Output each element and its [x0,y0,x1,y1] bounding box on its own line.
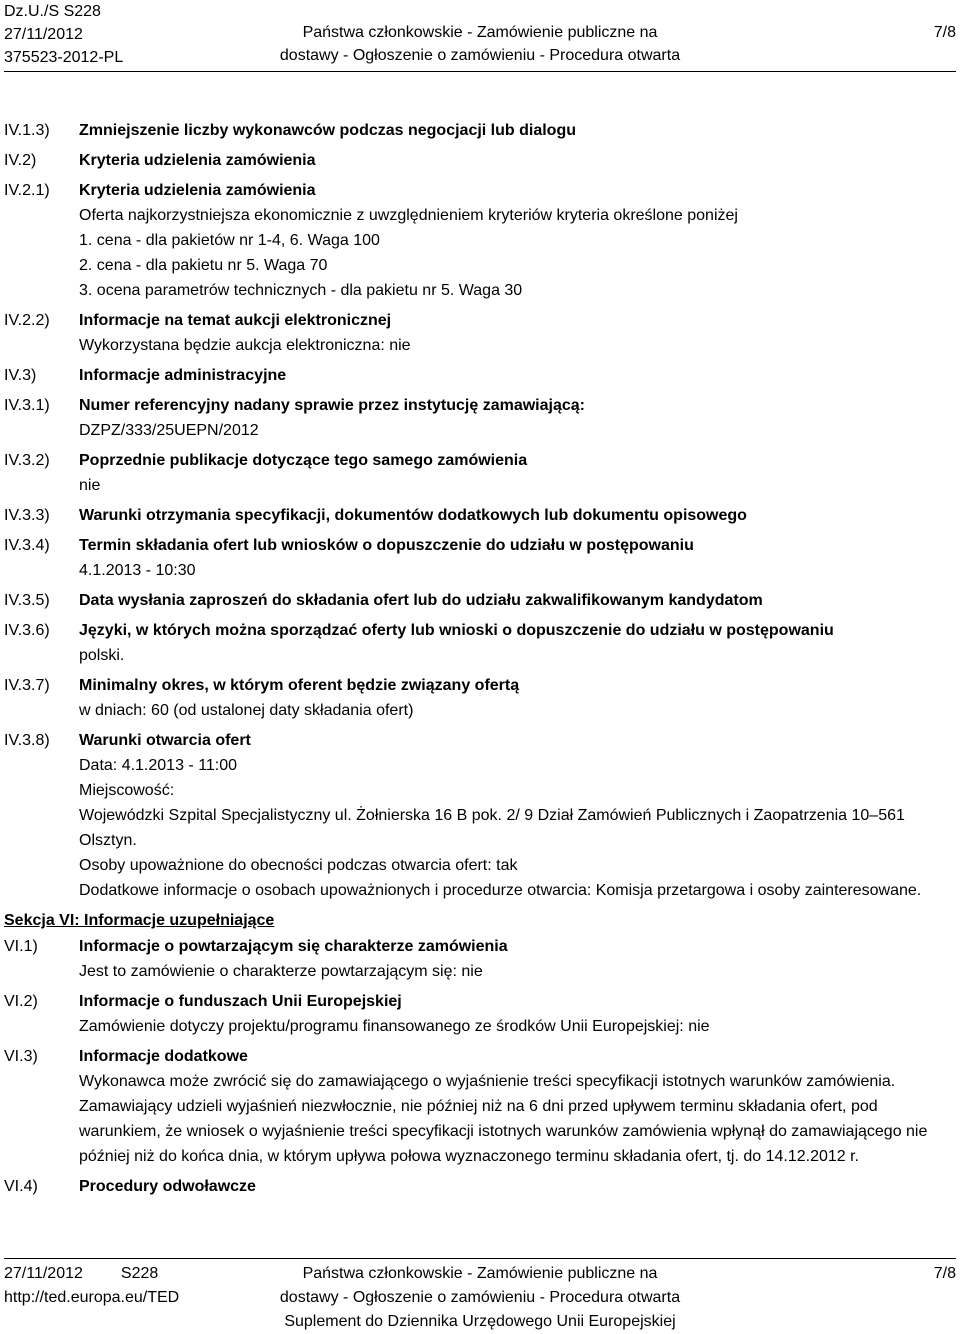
item-body [79,148,956,173]
footer-center [4,1262,956,1334]
section-4-items [4,118,956,903]
item-body [79,393,956,443]
footer-page-number: 7/8 [933,1265,956,1282]
item-body [79,989,956,1039]
header-center [4,21,956,67]
item-text: 4.1.2013 - 10:30 [79,562,196,579]
item-body [79,934,956,984]
item-body [79,728,956,903]
item-title: Kryteria udzielenia zamówienia [79,152,316,169]
header-title-line1: Państwa członkowskie - Zamówienie publiczne na [302,24,658,41]
item-title: Informacje dodatkowe [79,1048,248,1065]
item-number: IV.3.4) [4,537,50,554]
item-number: VI.3) [4,1048,38,1065]
item-text: nie [79,477,101,494]
item-title: Minimalny okres, w którym oferent będzie związany ofertą [79,677,520,694]
item-title: Zmniejszenie liczby wykonawców podczas negocjacji lub dialogu [79,122,576,139]
item-text: 3. ocena parametrów technicznych - dla pakietu nr 5. Waga 30 [79,282,523,299]
item-text: Jest to zamówienie o charakterze powtarzającym się: nie [79,963,483,980]
item-body [79,308,956,358]
item-body [79,533,956,583]
item-title: Termin składania ofert lub wniosków o dopuszczenie do udziału w postępowaniu [79,537,694,554]
page-header [4,0,956,70]
item-number: IV.3.7) [4,677,50,694]
header-journal: Dz.U./S S228 [4,3,101,20]
item-text: DZPZ/333/25UEPN/2012 [79,422,259,439]
item-text: Wykorzystana będzie aukcja elektroniczna: nie [79,337,411,354]
item-number: IV.3.5) [4,592,50,609]
item-title: Informacje na temat aukcji elektronicznej [79,312,392,329]
item-number: IV.2.2) [4,312,50,329]
item-number: IV.3.6) [4,622,50,639]
section-item [4,448,956,498]
item-title: Języki, w których można sporządzać oferty lub wnioski o dopuszczenie do udziału w postępowaniu [79,622,834,639]
item-text: Oferta najkorzystniejsza ekonomicznie z uwzględnieniem kryteriów kryteria określone poniżej [79,207,738,224]
item-number: VI.1) [4,938,38,955]
item-text: Wojewódzki Szpital Specjalistyczny ul. Żołnierska 16 B pok. 2/ 9 Dział Zamówień Publicznych i Zaopatrzenia 10–561 Olsztyn. [79,807,905,849]
item-number: IV.3.8) [4,732,50,749]
item-body [79,588,956,613]
document-body [4,118,956,1204]
section-item [4,1044,956,1169]
footer-date: 27/11/2012 [4,1265,83,1282]
header-page-number: 7/8 [933,24,956,41]
item-text: w dniach: 60 (od ustalonej daty składania ofert) [79,702,414,719]
section-item [4,989,956,1039]
footer-title-line1: Państwa członkowskie - Zamówienie publiczne na [302,1265,658,1282]
item-title: Kryteria udzielenia zamówienia [79,182,316,199]
item-number: VI.2) [4,993,38,1010]
section-item [4,308,956,358]
section-item [4,728,956,903]
header-title-line2: dostawy - Ogłoszenie o zamówieniu - Procedura otwarta [279,47,681,64]
section-6-heading: Sekcja VI: Informacje uzupełniające [4,912,275,929]
item-title: Informacje administracyjne [79,367,287,384]
item-text: 2. cena - dla pakietu nr 5. Waga 70 [79,257,328,274]
item-body [79,673,956,723]
header-date: 27/11/2012 [4,26,83,43]
item-text: Dodatkowe informacje o osobach upoważnionych i procedurze otwarcia: Komisja przetargowa i osoby zainteresowane. [79,882,922,899]
item-body [79,178,956,303]
item-title: Data wysłania zaproszeń do składania ofert lub do udziału zakwalifikowanym kandydatom [79,592,763,609]
item-number: IV.3) [4,367,37,384]
section-6-items [4,934,956,1199]
section-item [4,533,956,583]
footer-rule [4,1258,956,1259]
item-body [79,503,956,528]
item-number: IV.3.2) [4,452,50,469]
section-item [4,118,956,143]
item-title: Numer referencyjny nadany sprawie przez instytucję zamawiającą: [79,397,585,414]
section-item [4,588,956,613]
item-number: IV.2.1) [4,182,50,199]
item-text: Osoby upoważnione do obecności podczas otwarcia ofert: tak [79,857,518,874]
item-number: IV.3.1) [4,397,50,414]
section-item [4,148,956,173]
item-title: Warunki otwarcia ofert [79,732,251,749]
item-number: IV.3.3) [4,507,50,524]
item-title: Informacje o powtarzającym się charakterze zamówienia [79,938,508,955]
item-text: polski. [79,647,125,664]
item-body [79,1044,956,1169]
item-number: IV.1.3) [4,122,50,139]
item-text: Wykonawca może zwrócić się do zamawiającego o wyjaśnienie treści specyfikacji istotnych warunków zamówienia. Zamawiający udzieli wyjaśnień niezwłocznie, nie później niż na 6 dni przed upływem terminu składania ofert, pod warunkiem, że wniosek o wyjaśnienie treści specyfikacji istotnych warunków zamówienia wpłynął do zamawiającego nie później niż do końca dnia, w którym upływa połowa wyznaczonego terminu składania ofert, tj. do 14.12.2012 r. [79,1073,928,1165]
item-text: Zamówienie dotyczy projektu/programu finansowanego ze środków Unii Europejskiej: nie [79,1018,710,1035]
footer-series: S228 [120,1265,159,1282]
footer-url: http://ted.europa.eu/TED [4,1289,180,1306]
header-ref: 375523-2012-PL [4,49,124,66]
item-number: IV.2) [4,152,37,169]
footer-title-line3: Suplement do Dziennika Urzędowego Unii Europejskiej [284,1313,676,1330]
item-body [79,448,956,498]
item-body [79,118,956,143]
section-item [4,503,956,528]
section-item [4,393,956,443]
item-title: Procedury odwoławcze [79,1178,256,1195]
item-text: 1. cena - dla pakietów nr 1-4, 6. Waga 100 [79,232,380,249]
page-footer [4,1262,956,1332]
item-text: Miejscowość: [79,782,175,799]
item-title: Poprzednie publikacje dotyczące tego samego zamówienia [79,452,528,469]
item-title: Warunki otrzymania specyfikacji, dokumentów dodatkowych lub dokumentu opisowego [79,507,747,524]
item-body [79,1174,956,1199]
section-item [4,1174,956,1199]
header-rule [4,71,956,72]
item-body [79,363,956,388]
item-title: Informacje o funduszach Unii Europejskiej [79,993,402,1010]
section-item [4,178,956,303]
footer-title-line2: dostawy - Ogłoszenie o zamówieniu - Procedura otwarta [279,1289,681,1306]
section-item [4,673,956,723]
section-item [4,618,956,668]
section-item [4,934,956,984]
item-text: Data: 4.1.2013 - 11:00 [79,757,238,774]
item-body [79,618,956,668]
section-item [4,363,956,388]
item-number: VI.4) [4,1178,38,1195]
